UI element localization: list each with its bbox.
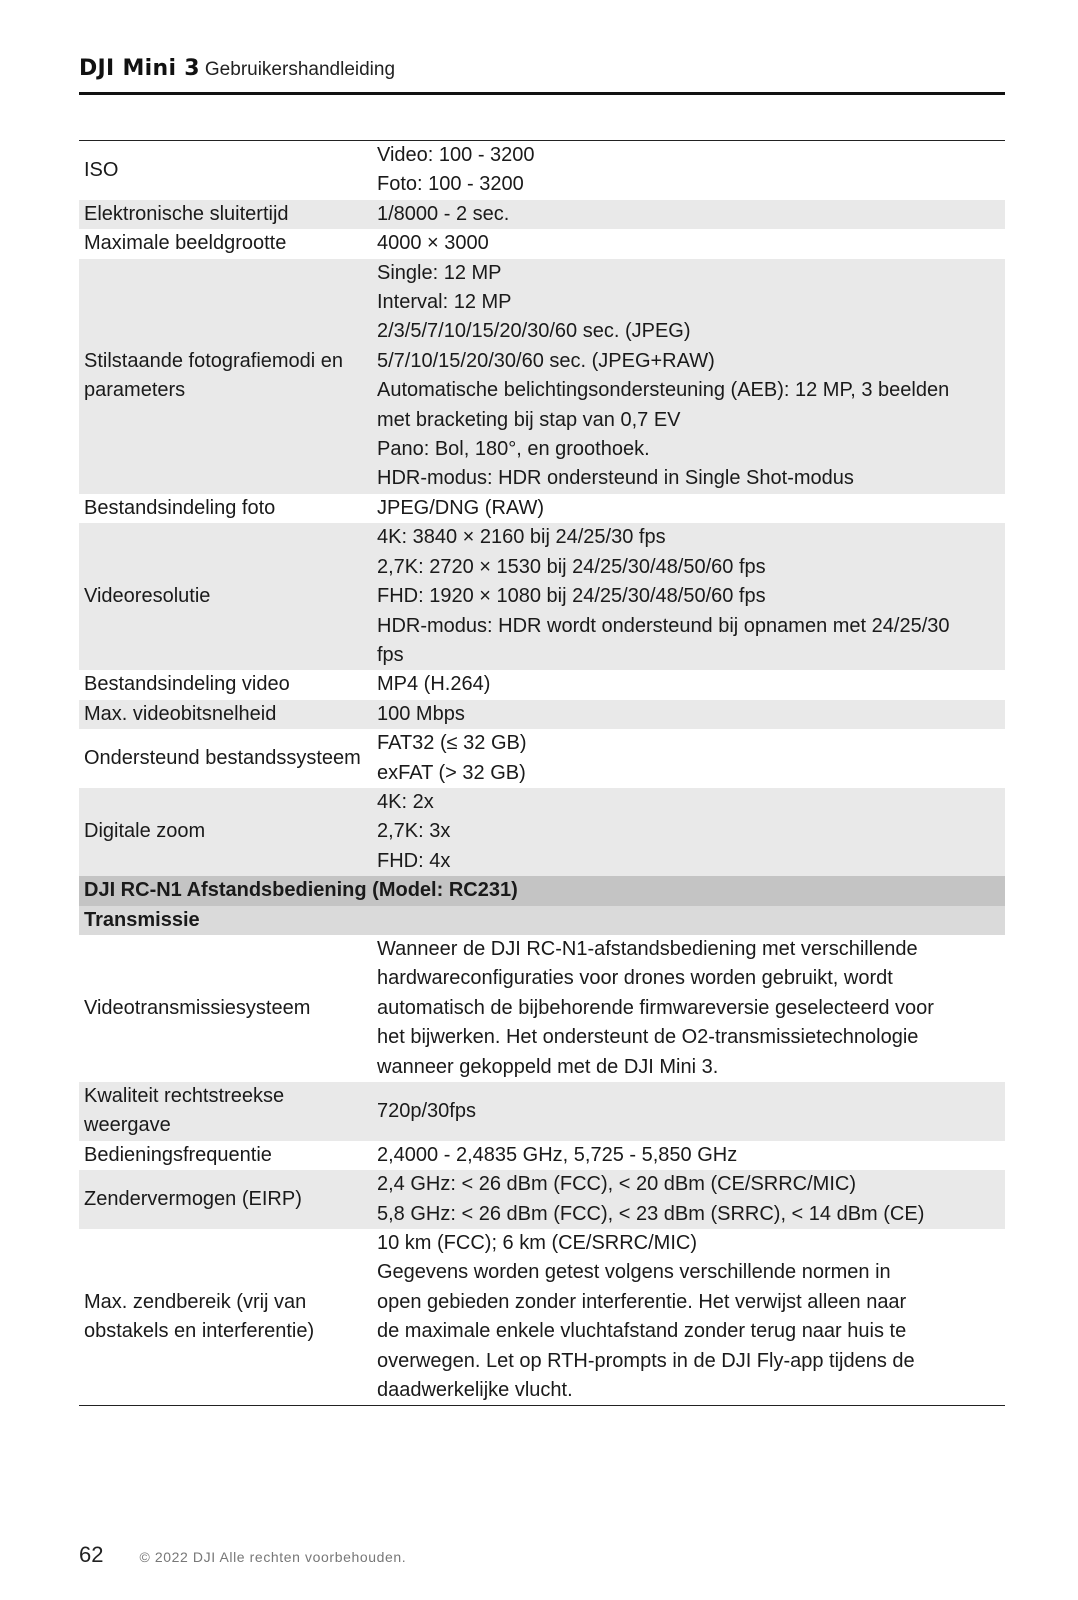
spec-label: Zendervermogen (EIRP): [79, 1170, 372, 1229]
spec-value-line: 4000 × 3000: [377, 232, 489, 255]
spec-label: Bestandsindeling video: [84, 673, 290, 696]
spec-value: [372, 1141, 1005, 1170]
spec-value-line: JPEG/DNG (RAW): [377, 496, 545, 519]
spec-value: [372, 935, 1005, 1082]
spec-value-line: MP4 (H.264): [377, 673, 491, 696]
spec-value-line: daadwerkelijke vlucht.: [377, 1379, 573, 1402]
spec-value-line: overwegen. Let op RTH-prompts in de DJI Fly-app tijdens de: [377, 1349, 915, 1372]
spec-value-line: Automatische belichtingsondersteuning (AEB): 12 MP, 3 beelden: [377, 379, 950, 402]
spec-value-line: het bijwerken. Het ondersteunt de O2-transmissietechnologie: [377, 1026, 919, 1049]
spec-row: [79, 788, 1005, 876]
spec-row: [79, 1082, 1005, 1141]
spec-label: Bestandsindeling foto: [84, 496, 276, 519]
spec-value-line: FAT32 (≤ 32 GB): [377, 732, 527, 755]
spec-value-line: Wanneer de DJI RC-N1-afstandsbediening met verschillende: [377, 937, 918, 960]
spec-value: [372, 229, 1005, 258]
spec-value: [372, 494, 1005, 523]
spec-value-line: FHD: 4x: [377, 849, 451, 872]
page-number: 62: [79, 1542, 104, 1567]
spec-value: [372, 1170, 1005, 1229]
spec-value-line: Single: 12 MP: [377, 261, 502, 284]
spec-value-line: open gebieden zonder interferentie. Het verwijst alleen naar: [377, 1290, 907, 1313]
spec-value-line: FHD: 1920 × 1080 bij 24/25/30/48/50/60 fps: [377, 585, 766, 608]
spec-value-line: Foto: 100 - 3200: [377, 173, 524, 196]
spec-value-line: 100 Mbps: [377, 702, 465, 725]
spec-value: [372, 200, 1005, 229]
spec-value-line: exFAT (> 32 GB): [377, 761, 526, 784]
spec-value-line: HDR-modus: HDR ondersteund in Single Shot-modus: [377, 467, 854, 490]
spec-label: Max. zendbereik (vrij van obstakels en interferentie): [84, 1290, 315, 1343]
brand-title: DJI Mini 3: [79, 56, 200, 81]
spec-label: Kwaliteit rechtstreekse weergave: [79, 1082, 372, 1141]
spec-row: [79, 200, 1005, 229]
subsection-title: Transmissie: [79, 906, 1005, 935]
spec-row: [79, 729, 1005, 788]
spec-row: [79, 700, 1005, 729]
spec-value-line: Pano: Bol, 180°, en groothoek.: [377, 438, 650, 461]
spec-value-line: 2,7K: 3x: [377, 820, 451, 843]
spec-value-line: 4K: 3840 × 2160 bij 24/25/30 fps: [377, 526, 666, 549]
spec-label: Maximale beeldgrootte: [84, 232, 287, 255]
spec-value: [372, 788, 1005, 876]
spec-value-line: met bracketing bij stap van 0,7 EV: [377, 408, 681, 431]
spec-value-line: 4K: 2x: [377, 790, 434, 813]
spec-label: Ondersteund bestandssysteem: [84, 746, 361, 769]
spec-label: ISO: [84, 158, 119, 181]
spec-row: [79, 229, 1005, 258]
spec-value-line: Video: 100 - 3200: [377, 144, 535, 166]
spec-row: [79, 259, 1005, 494]
spec-value-line: fps: [377, 643, 404, 666]
spec-value-line: 720p/30fps: [377, 1099, 476, 1122]
section-header-row: [79, 876, 1005, 905]
spec-row: [79, 935, 1005, 1082]
spec-value-line: 10 km (FCC); 6 km (CE/SRRC/MIC): [377, 1232, 697, 1255]
subsection-header-row: [79, 906, 1005, 935]
spec-row: [79, 1170, 1005, 1229]
spec-value-line: de maximale enkele vluchtafstand zonder terug naar huis te: [377, 1320, 907, 1343]
spec-label: Digitale zoom: [79, 788, 372, 876]
spec-value-line: 2,4000 - 2,4835 GHz, 5,725 - 5,850 GHz: [377, 1143, 738, 1166]
spec-value-line: hardwareconfiguraties voor drones worden gebruikt, wordt: [377, 967, 893, 990]
spec-row: [79, 494, 1005, 523]
spec-label: Bedieningsfrequentie: [84, 1143, 272, 1166]
spec-value-line: 2,7K: 2720 × 1530 bij 24/25/30/48/50/60 fps: [377, 555, 766, 578]
spec-value: [372, 1082, 1005, 1141]
page-footer: [79, 1542, 406, 1568]
spec-value-line: Interval: 12 MP: [377, 291, 512, 314]
spec-value-line: automatisch de bijbehorende firmwareversie geselecteerd voor: [377, 996, 934, 1019]
spec-label: Stilstaande fotografiemodi en parameters: [79, 259, 372, 494]
spec-value: [372, 729, 1005, 788]
spec-value-line: 1/8000 - 2 sec.: [377, 202, 510, 225]
spec-value: [372, 1229, 1005, 1406]
spec-row: [79, 1229, 1005, 1406]
spec-row: [79, 141, 1005, 200]
spec-value-line: 5/7/10/15/20/30/60 sec. (JPEG+RAW): [377, 349, 715, 372]
section-title: DJI RC-N1 Afstandsbediening (Model: RC231): [79, 876, 1005, 905]
spec-value-line: wanneer gekoppeld met de DJI Mini 3.: [377, 1055, 719, 1078]
spec-label: Videoresolutie: [79, 523, 372, 670]
spec-value: [372, 259, 1005, 494]
page-header: [79, 56, 1005, 95]
spec-label: Videotransmissiesysteem: [84, 996, 311, 1019]
spec-value-line: Gegevens worden getest volgens verschillende normen in: [377, 1261, 891, 1284]
spec-row: [79, 1141, 1005, 1170]
spec-row: [79, 523, 1005, 670]
spec-value-line: 2/3/5/7/10/15/20/30/60 sec. (JPEG): [377, 320, 691, 343]
spec-value-line: 5,8 GHz: < 26 dBm (FCC), < 23 dBm (SRRC), < 14 dBm (CE): [377, 1202, 925, 1225]
spec-value: [372, 700, 1005, 729]
spec-label: Elektronische sluitertijd: [79, 200, 372, 229]
spec-value: [372, 141, 1005, 200]
document-subtitle: Gebruikershandleiding: [204, 59, 396, 80]
spec-row: [79, 670, 1005, 699]
spec-value: [372, 523, 1005, 670]
spec-value-line: 2,4 GHz: < 26 dBm (FCC), < 20 dBm (CE/SRRC/MIC): [377, 1173, 856, 1196]
spec-value: [372, 670, 1005, 699]
spec-table: [79, 140, 1005, 1406]
copyright-notice: © 2022 DJI Alle rechten voorbehouden.: [139, 1549, 407, 1565]
spec-label: Max. videobitsnelheid: [79, 700, 372, 729]
spec-value-line: HDR-modus: HDR wordt ondersteund bij opnamen met 24/25/30: [377, 614, 950, 637]
